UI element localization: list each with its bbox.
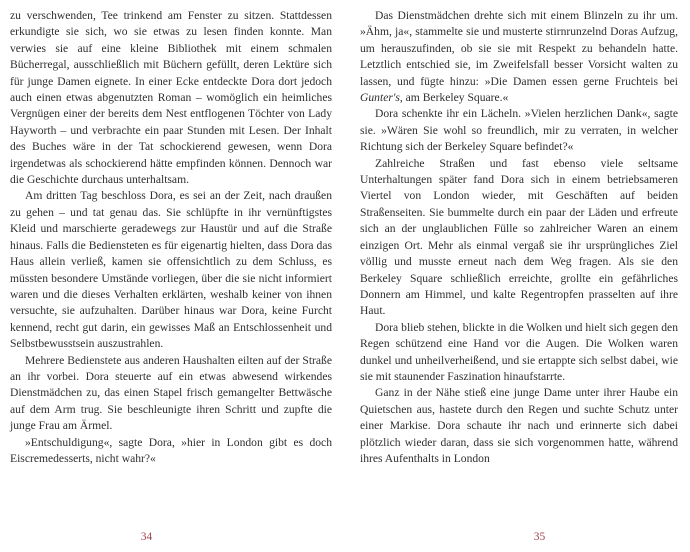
text-run: Am dritten Tag beschloss Dora, es sei an der Zeit, nach draußen zu gehen – und tat genau das. Sie schlüpfte in ihr vernünftigstes Kleid und marschierte geradewegs zur Haustür und auf die Straße hinaus. Falls die Bediensteten es für eigenartig hielten, dass Dora das Haus allein verließ, kamen sie offensichtlich zu dem Schluss, es müssten besondere Umstände vorliegen, über die sie nicht informiert waren und die dieses Verhalten erklärten, weshalb keiner von ihnen versuchte, sie aufzuhalten. Darüber hinaus war Dora, keine Furcht kennend, recht gut darin, ein gewisses Maß an Entschlossenheit und Selbstbewusstsein auszustrahlen.: [10, 189, 332, 351]
italic-run: Gunter's: [360, 91, 400, 105]
text-run: Das Dienstmädchen drehte sich mit einem Blinzeln zu ihr um. »Ähm, ja«, stammelte sie und musterte stirnrunzelnd Doras Aufzug, um herauszufinden, ob sie sie mit Respekt zu behandeln hatte. Letztlich entschied sie, im Zweifelsfall besser Vorsicht walten zu lassen, und fügte hinzu: »Die Damen essen gerne Fruchteis bei: [360, 9, 678, 88]
text-run: , am Berkeley Square.«: [399, 91, 509, 105]
page-number-left: 34: [140, 531, 153, 543]
paragraph: [10, 353, 332, 435]
text-run: Ganz in der Nähe stieß eine junge Dame unter ihrer Haube ein Quietschen aus, hastete durch den Regen und suchte Schutz unter einer Markise. Dora schaute ihr nach und erinnerte sich dabei plötzlich wieder daran, dass sie sich vorgenommen hatte, während ihres Aufenthalts in London: [360, 386, 678, 465]
text-run: Zahlreiche Straßen und fast ebenso viele seltsame Unterhaltungen später fand Dora sich in einem betriebsameren Viertel von London wieder, mit Geschäften auf beiden Straßenseiten. Sie bummelte durch ein paar der Läden und erfreute sich an der unglaublichen Fülle so zahlreicher Waren an einem einzigen Ort. Mehr als einmal vergaß sie ihr ursprüngliches Ziel völlig und musste erneut nach dem Weg fragen. Als sie den Berkeley Square schließlich erreichte, grollte ein gefährliches Donnern am Himmel, und kalte Regentropfen prasselten auf ihre Haut.: [360, 156, 678, 318]
paragraph: [360, 106, 678, 155]
text-run: Dora schenkte ihr ein Lächeln. »Vielen herzlichen Dank«, sagte sie. »Wären Sie wohl so freundlich, mir zu verraten, in welcher Richtung sich der Berkeley Square befindet?«: [360, 107, 678, 154]
text-run: Mehrere Bedienstete aus anderen Haushalten eilten auf der Straße an ihr vorbei. Dora steuerte auf ein etwas abwesend wirkendes Dienstmädchen zu, das einen Stapel frisch gemangelter Bettwäsche auf dem Arm trug. Sie beschleunigte ihren Schritt und zupfte die junge Frau am Ärmel.: [10, 353, 332, 433]
page-right-text: [360, 8, 678, 467]
text-run: »Entschuldigung«, sagte Dora, »hier in London gibt es doch Eiscremedesserts, nicht wahr?«: [10, 435, 332, 465]
paragraph: [360, 320, 678, 386]
paragraph: [10, 188, 332, 352]
text-run: zu verschwenden, Tee trinkend am Fenster zu sitzen. Stattdessen erkundigte sie sich, wo sie etwas zu lesen finden konnte. Man verwies sie auf eine kleine Bibliothek mit einem schmalen Bücherregal, ausschließlich mit Büchern gefüllt, deren Lektüre sich für junge Damen eignete. In einer Ecke entdeckte Dora dort jedoch auch einen etwas abgenutzten Roman – womöglich ein heimliches Vergnügen einer der bereits dem Nest entflogenen Töchter von Lady Hayworth – und verbrachte ein paar Stunden mit Lesen. Der Inhalt des Buches wäre in der Tat schockierend gewesen, wenn Dora irgendetwas als schockierend hätte empfinden können. Dennoch war die Geschichte durchaus unterhaltsam.: [10, 9, 332, 187]
paragraph: [10, 8, 332, 188]
page-number-right: 35: [533, 531, 546, 543]
paragraph: [360, 385, 678, 467]
paragraph: [360, 8, 678, 106]
page-right: [345, 0, 690, 552]
paragraph: [10, 435, 332, 468]
page-left-text: [10, 8, 332, 467]
text-run: Dora blieb stehen, blickte in die Wolken und hielt sich gegen den Regen schützend eine Hand vor die Augen. Die Wolken waren dunkel und unheilverheißend, und sie ertappte sich selbst dabei, wie sie mit staunender Faszination hinaufstarrte.: [360, 320, 678, 383]
paragraph: [360, 156, 678, 320]
